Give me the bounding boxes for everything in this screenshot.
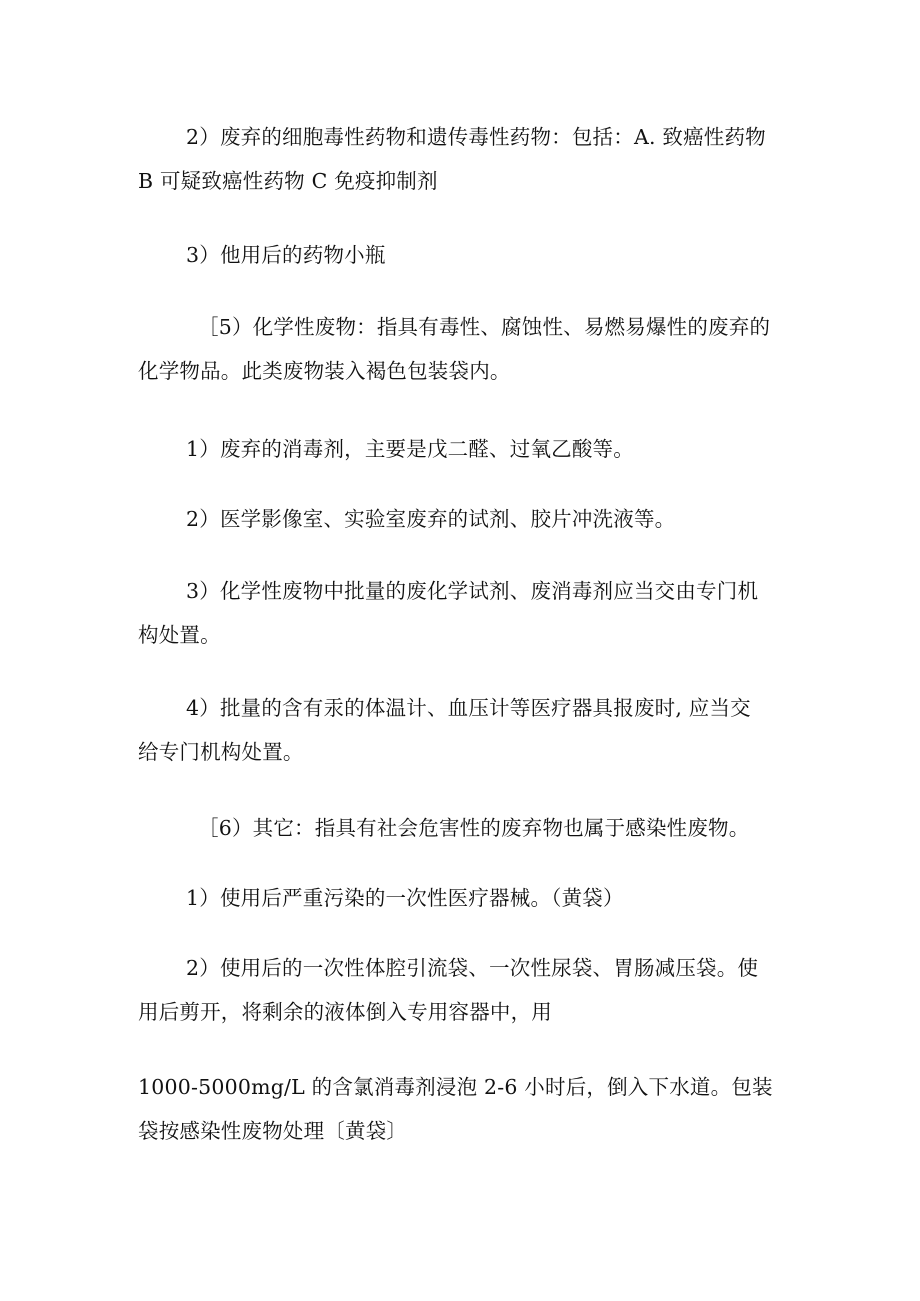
paragraph-disposable-devices [138, 876, 786, 920]
paragraph-line: 4）批量的含有汞的体温计、血压计等医疗器具报废时, 应当交 [186, 696, 751, 720]
paragraph-line: B 可疑致癌性药物 C 免疫抑制剂 [138, 169, 438, 193]
paragraph-drug-vials [138, 233, 786, 277]
paragraph-line: 1000-5000mg/L 的含氯消毒剂浸泡 2-6 小时后，倒入下水道。包装 [138, 1075, 773, 1099]
paragraph-chlorine-soak [138, 1065, 786, 1153]
paragraph-cytotoxic-drugs [138, 115, 786, 203]
paragraph-line: 给专门机构处置。 [138, 740, 304, 764]
paragraph-line: ［5）化学性废物：指具有毒性、腐蚀性、易燃易爆性的废弃的 [198, 315, 771, 339]
paragraph-line: 3）他用后的药物小瓶 [186, 243, 386, 267]
paragraph-chemical-waste [138, 305, 786, 393]
paragraph-line: 2）使用后的一次性体腔引流袋、一次性尿袋、胃肠减压袋。使 [186, 956, 759, 980]
paragraph-imaging-reagents [138, 497, 786, 541]
paragraph-line: 2）废弃的细胞毒性药物和遗传毒性药物：包括：A. 致癌性药物 [186, 125, 766, 149]
paragraph-other-waste [138, 806, 786, 850]
paragraph-line: ［6）其它：指具有社会危害性的废弃物也属于感染性废物。 [198, 816, 750, 840]
paragraph-drainage-bags [138, 946, 786, 1034]
paragraph-mercury-devices [138, 686, 786, 774]
paragraph-line: 构处置。 [138, 623, 221, 647]
paragraph-line: 1）废弃的消毒剂，主要是戊二醛、过氧乙酸等。 [186, 437, 634, 461]
paragraph-line: 3）化学性废物中批量的废化学试剂、废消毒剂应当交由专门机 [186, 579, 759, 603]
paragraph-bulk-chemicals [138, 569, 786, 657]
paragraph-line: 2）医学影像室、实验室废弃的试剂、胶片冲洗液等。 [186, 507, 676, 531]
paragraph-disinfectants [138, 427, 786, 471]
paragraph-line: 1）使用后严重污染的一次性医疗器械。（黄袋） [186, 886, 624, 910]
paragraph-line: 化学物品。此类废物装入褐色包装袋内。 [138, 359, 511, 383]
paragraph-line: 袋按感染性废物处理〔黄袋〕 [138, 1119, 408, 1143]
paragraph-line: 用后剪开，将剩余的液体倒入专用容器中，用 [138, 1000, 552, 1024]
